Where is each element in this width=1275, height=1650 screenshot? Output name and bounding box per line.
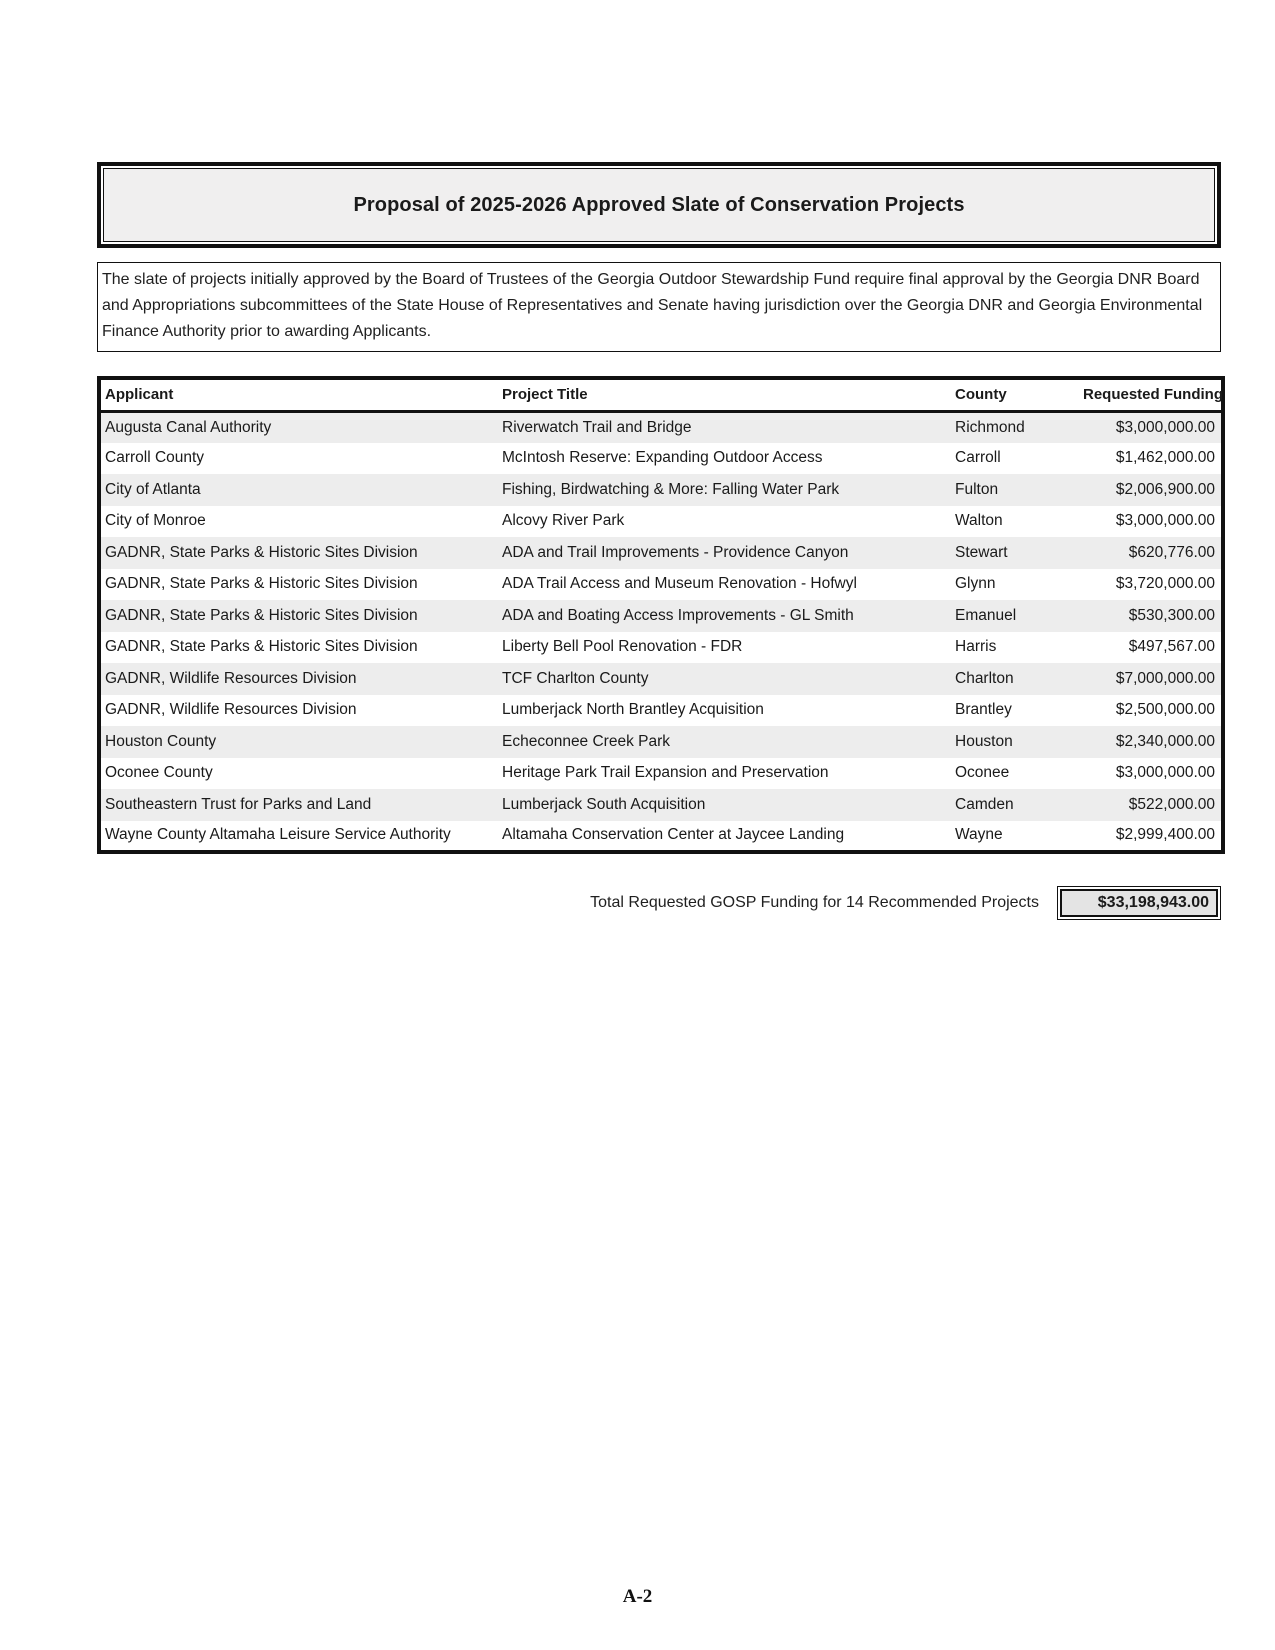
cell-applicant: GADNR, Wildlife Resources Division xyxy=(105,669,357,687)
cell-county: Charlton xyxy=(955,669,1014,687)
cell-applicant: Wayne County Altamaha Leisure Service Authority xyxy=(105,826,451,844)
cell-applicant: Houston County xyxy=(105,732,217,750)
cell-applicant: City of Atlanta xyxy=(105,480,201,498)
cell-county: Emanuel xyxy=(955,606,1017,624)
cell-county: Houston xyxy=(955,732,1013,750)
table-row xyxy=(99,758,1223,790)
cell-requested-funding: $2,500,000.00 xyxy=(1115,701,1215,719)
header-row xyxy=(99,378,1223,411)
total-amount: $33,198,943.00 xyxy=(1097,894,1209,911)
cell-project-title: McIntosh Reserve: Expanding Outdoor Access xyxy=(502,449,823,467)
column-header-project-title: Project Title xyxy=(498,378,951,411)
table-row xyxy=(99,726,1223,758)
cell-applicant: GADNR, Wildlife Resources Division xyxy=(105,701,357,719)
table-row xyxy=(99,474,1223,506)
page-number: A-2 xyxy=(622,1586,653,1607)
cell-county: Fulton xyxy=(955,480,999,498)
cell-applicant: Augusta Canal Authority xyxy=(105,418,272,436)
table-row xyxy=(99,632,1223,664)
cell-requested-funding: $3,720,000.00 xyxy=(1115,575,1215,593)
cell-county: Oconee xyxy=(955,764,1010,782)
cell-requested-funding: $3,000,000.00 xyxy=(1115,418,1215,436)
title-banner xyxy=(97,162,1221,248)
table-row xyxy=(99,569,1223,601)
cell-county: Carroll xyxy=(955,449,1001,467)
table-row xyxy=(99,506,1223,538)
page-title: Proposal of 2025-2026 Approved Slate of Conservation Projects xyxy=(353,193,965,216)
cell-project-title: ADA and Boating Access Improvements - GL Smith xyxy=(502,606,854,624)
total-row xyxy=(97,886,1221,920)
table-row xyxy=(99,537,1223,569)
table-row xyxy=(99,821,1223,853)
cell-requested-funding: $530,300.00 xyxy=(1128,606,1215,624)
cell-county: Wayne xyxy=(955,826,1003,844)
cell-requested-funding: $2,999,400.00 xyxy=(1115,826,1215,844)
cell-project-title: Liberty Bell Pool Renovation - FDR xyxy=(502,638,743,656)
cell-applicant: Southeastern Trust for Parks and Land xyxy=(105,795,372,813)
cell-project-title: Fishing, Birdwatching & More: Falling Water Park xyxy=(502,480,840,498)
cell-requested-funding: $620,776.00 xyxy=(1128,543,1215,561)
cell-applicant: GADNR, State Parks & Historic Sites Division xyxy=(105,543,418,561)
cell-requested-funding: $3,000,000.00 xyxy=(1115,512,1215,530)
table-row xyxy=(99,411,1223,443)
column-header-county: County xyxy=(951,378,1079,411)
cell-applicant: GADNR, State Parks & Historic Sites Division xyxy=(105,575,418,593)
projects-table-body xyxy=(99,411,1223,852)
cell-requested-funding: $3,000,000.00 xyxy=(1115,764,1215,782)
cell-project-title: Alcovy River Park xyxy=(502,512,625,530)
cell-county: Walton xyxy=(955,512,1003,530)
table-row xyxy=(99,695,1223,727)
cell-requested-funding: $1,462,000.00 xyxy=(1115,449,1215,467)
cell-project-title: ADA Trail Access and Museum Renovation - Hofwyl xyxy=(502,575,857,593)
cell-requested-funding: $2,006,900.00 xyxy=(1115,480,1215,498)
cell-project-title: Lumberjack South Acquisition xyxy=(502,795,706,813)
cell-requested-funding: $2,340,000.00 xyxy=(1115,732,1215,750)
table-row xyxy=(99,789,1223,821)
cell-county: Stewart xyxy=(955,543,1008,561)
cell-applicant: GADNR, State Parks & Historic Sites Division xyxy=(105,638,418,656)
column-header-requested-funding: Requested Funding xyxy=(1079,378,1223,411)
cell-requested-funding: $522,000.00 xyxy=(1128,795,1215,813)
cell-requested-funding: $7,000,000.00 xyxy=(1115,669,1215,687)
title-banner-inner xyxy=(103,168,1215,242)
total-amount-box-inner xyxy=(1060,889,1218,917)
projects-table-header xyxy=(99,378,1223,411)
cell-requested-funding: $497,567.00 xyxy=(1128,638,1215,656)
table-row xyxy=(99,443,1223,475)
cell-applicant: City of Monroe xyxy=(105,512,206,530)
cell-applicant: GADNR, State Parks & Historic Sites Division xyxy=(105,606,418,624)
projects-table-wrap xyxy=(97,376,1221,854)
cell-project-title: Riverwatch Trail and Bridge xyxy=(502,418,692,436)
cell-project-title: Echeconnee Creek Park xyxy=(502,732,671,750)
cell-county: Glynn xyxy=(955,575,996,593)
cell-project-title: ADA and Trail Improvements - Providence Canyon xyxy=(502,543,849,561)
intro-panel xyxy=(97,262,1221,352)
cell-applicant: Oconee County xyxy=(105,764,213,782)
cell-county: Harris xyxy=(955,638,997,656)
column-header-applicant: Applicant xyxy=(99,378,498,411)
total-label: Total Requested GOSP Funding for 14 Recommended Projects xyxy=(590,894,1039,911)
table-row xyxy=(99,600,1223,632)
cell-county: Camden xyxy=(955,795,1014,813)
cell-county: Richmond xyxy=(955,418,1025,436)
cell-project-title: Heritage Park Trail Expansion and Preservation xyxy=(502,764,829,782)
cell-project-title: TCF Charlton County xyxy=(502,669,649,687)
projects-table xyxy=(97,376,1225,854)
cell-applicant: Carroll County xyxy=(105,449,205,467)
intro-text: The slate of projects initially approved by the Board of Trustees of the Georgia Outdoor Stewardship Fund require final approval by the Georgia DNR Board and Appropriations subcommittees of the State House of Representatives and Senate having jurisdiction over the Georgia DNR and Georgia Environmental Finance Authority prior to awarding Applicants. xyxy=(102,271,1203,340)
total-amount-box xyxy=(1057,886,1221,920)
cell-county: Brantley xyxy=(955,701,1012,719)
cell-project-title: Lumberjack North Brantley Acquisition xyxy=(502,701,764,719)
cell-project-title: Altamaha Conservation Center at Jaycee Landing xyxy=(502,826,845,844)
table-row xyxy=(99,663,1223,695)
